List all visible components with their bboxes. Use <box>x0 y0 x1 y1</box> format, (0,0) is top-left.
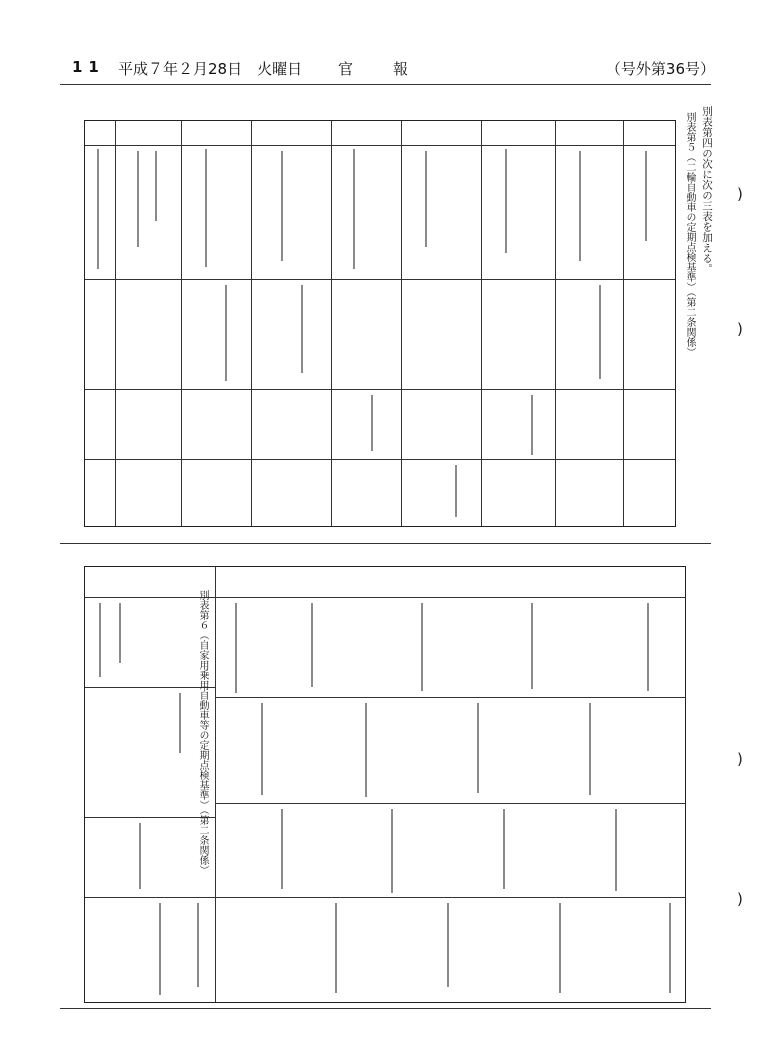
table-continued-text-line <box>531 603 533 689</box>
table5-text-line <box>599 285 601 379</box>
page-number: 11 <box>72 58 105 76</box>
table5-text-line <box>505 149 507 253</box>
table-continued-text-line <box>281 809 283 889</box>
table5-text-line <box>353 149 355 269</box>
table6-title: 別表第６（自家用乗用自動車等の定期点検基準）（第二条関係） <box>197 590 208 875</box>
intro-text: 別表第四の次に次の三表を加える。 <box>701 106 713 274</box>
table-continued-text-line <box>669 903 671 993</box>
table5-row-divider <box>401 121 402 526</box>
page-header <box>72 58 715 82</box>
table5-row-divider <box>181 121 182 526</box>
footer-rule <box>60 1008 711 1009</box>
table5-row-divider <box>331 121 332 526</box>
issue-date: 平成７年２月28日 火曜日 <box>118 60 303 78</box>
table5-text-line <box>97 149 99 269</box>
table-continued-col-divider <box>215 697 685 698</box>
table6-text-line <box>159 903 161 995</box>
table5-col-divider <box>85 279 675 280</box>
table5-row-divider <box>115 121 116 526</box>
table5-text-line <box>155 151 157 221</box>
table5-text-line <box>455 465 457 517</box>
table6-text-line <box>99 603 101 677</box>
table5-continued <box>84 566 686 1003</box>
table6-text-line <box>139 823 141 889</box>
table-continued-text-line <box>391 809 393 893</box>
table5-title: 別表第５（二輪自動車の定期点検基準）（第二条関係） <box>684 112 695 357</box>
gazette-title: 官報 <box>338 60 449 78</box>
section-rule <box>60 543 711 544</box>
table-continued-text-line <box>447 903 449 987</box>
table5-text-line <box>425 151 427 247</box>
table6-text-line <box>119 603 121 663</box>
header-rule <box>60 84 711 85</box>
table-continued-text-line <box>559 903 561 993</box>
table5-text-line <box>371 395 373 451</box>
table5-text-line <box>645 151 647 241</box>
table5-col-divider <box>85 459 675 460</box>
table5-header-divider <box>85 145 675 146</box>
table-continued-text-line <box>235 603 237 693</box>
table-continued-text-line <box>615 809 617 891</box>
table6-text-line <box>179 693 181 753</box>
table5-col-divider <box>85 389 675 390</box>
table-continued-text-line <box>261 703 263 795</box>
table5 <box>84 120 676 527</box>
table5-text-line <box>205 149 207 267</box>
margin-mark: ) <box>737 750 743 768</box>
table5-row-divider <box>481 121 482 526</box>
table5-row-divider <box>623 121 624 526</box>
table5-row-divider <box>251 121 252 526</box>
table-continued-text-line <box>589 703 591 795</box>
table-continued-header-divider <box>215 597 685 598</box>
table-continued-col-divider <box>215 897 685 898</box>
margin-mark: ) <box>737 890 743 908</box>
table6-text-line <box>197 903 199 987</box>
issue-number: （号外第36号） <box>605 60 715 78</box>
table-continued-text-line <box>421 603 423 691</box>
table5-text-line <box>579 151 581 261</box>
margin-mark: ) <box>737 185 743 203</box>
table-continued-text-line <box>477 703 479 793</box>
table5-text-line <box>531 395 533 455</box>
table5-text-line <box>225 285 227 381</box>
table-continued-text-line <box>335 903 337 993</box>
table-continued-text-line <box>503 809 505 889</box>
table6-col-divider <box>85 897 215 898</box>
section-divider <box>215 567 216 1002</box>
table-continued-text-line <box>365 703 367 797</box>
table5-text-line <box>281 151 283 261</box>
table5-row-divider <box>555 121 556 526</box>
margin-mark: ) <box>737 320 743 338</box>
table5-text-line <box>137 151 139 247</box>
table-continued-text-line <box>647 603 649 691</box>
table-continued-col-divider <box>215 803 685 804</box>
table-continued-text-line <box>311 603 313 687</box>
table5-text-line <box>301 285 303 373</box>
